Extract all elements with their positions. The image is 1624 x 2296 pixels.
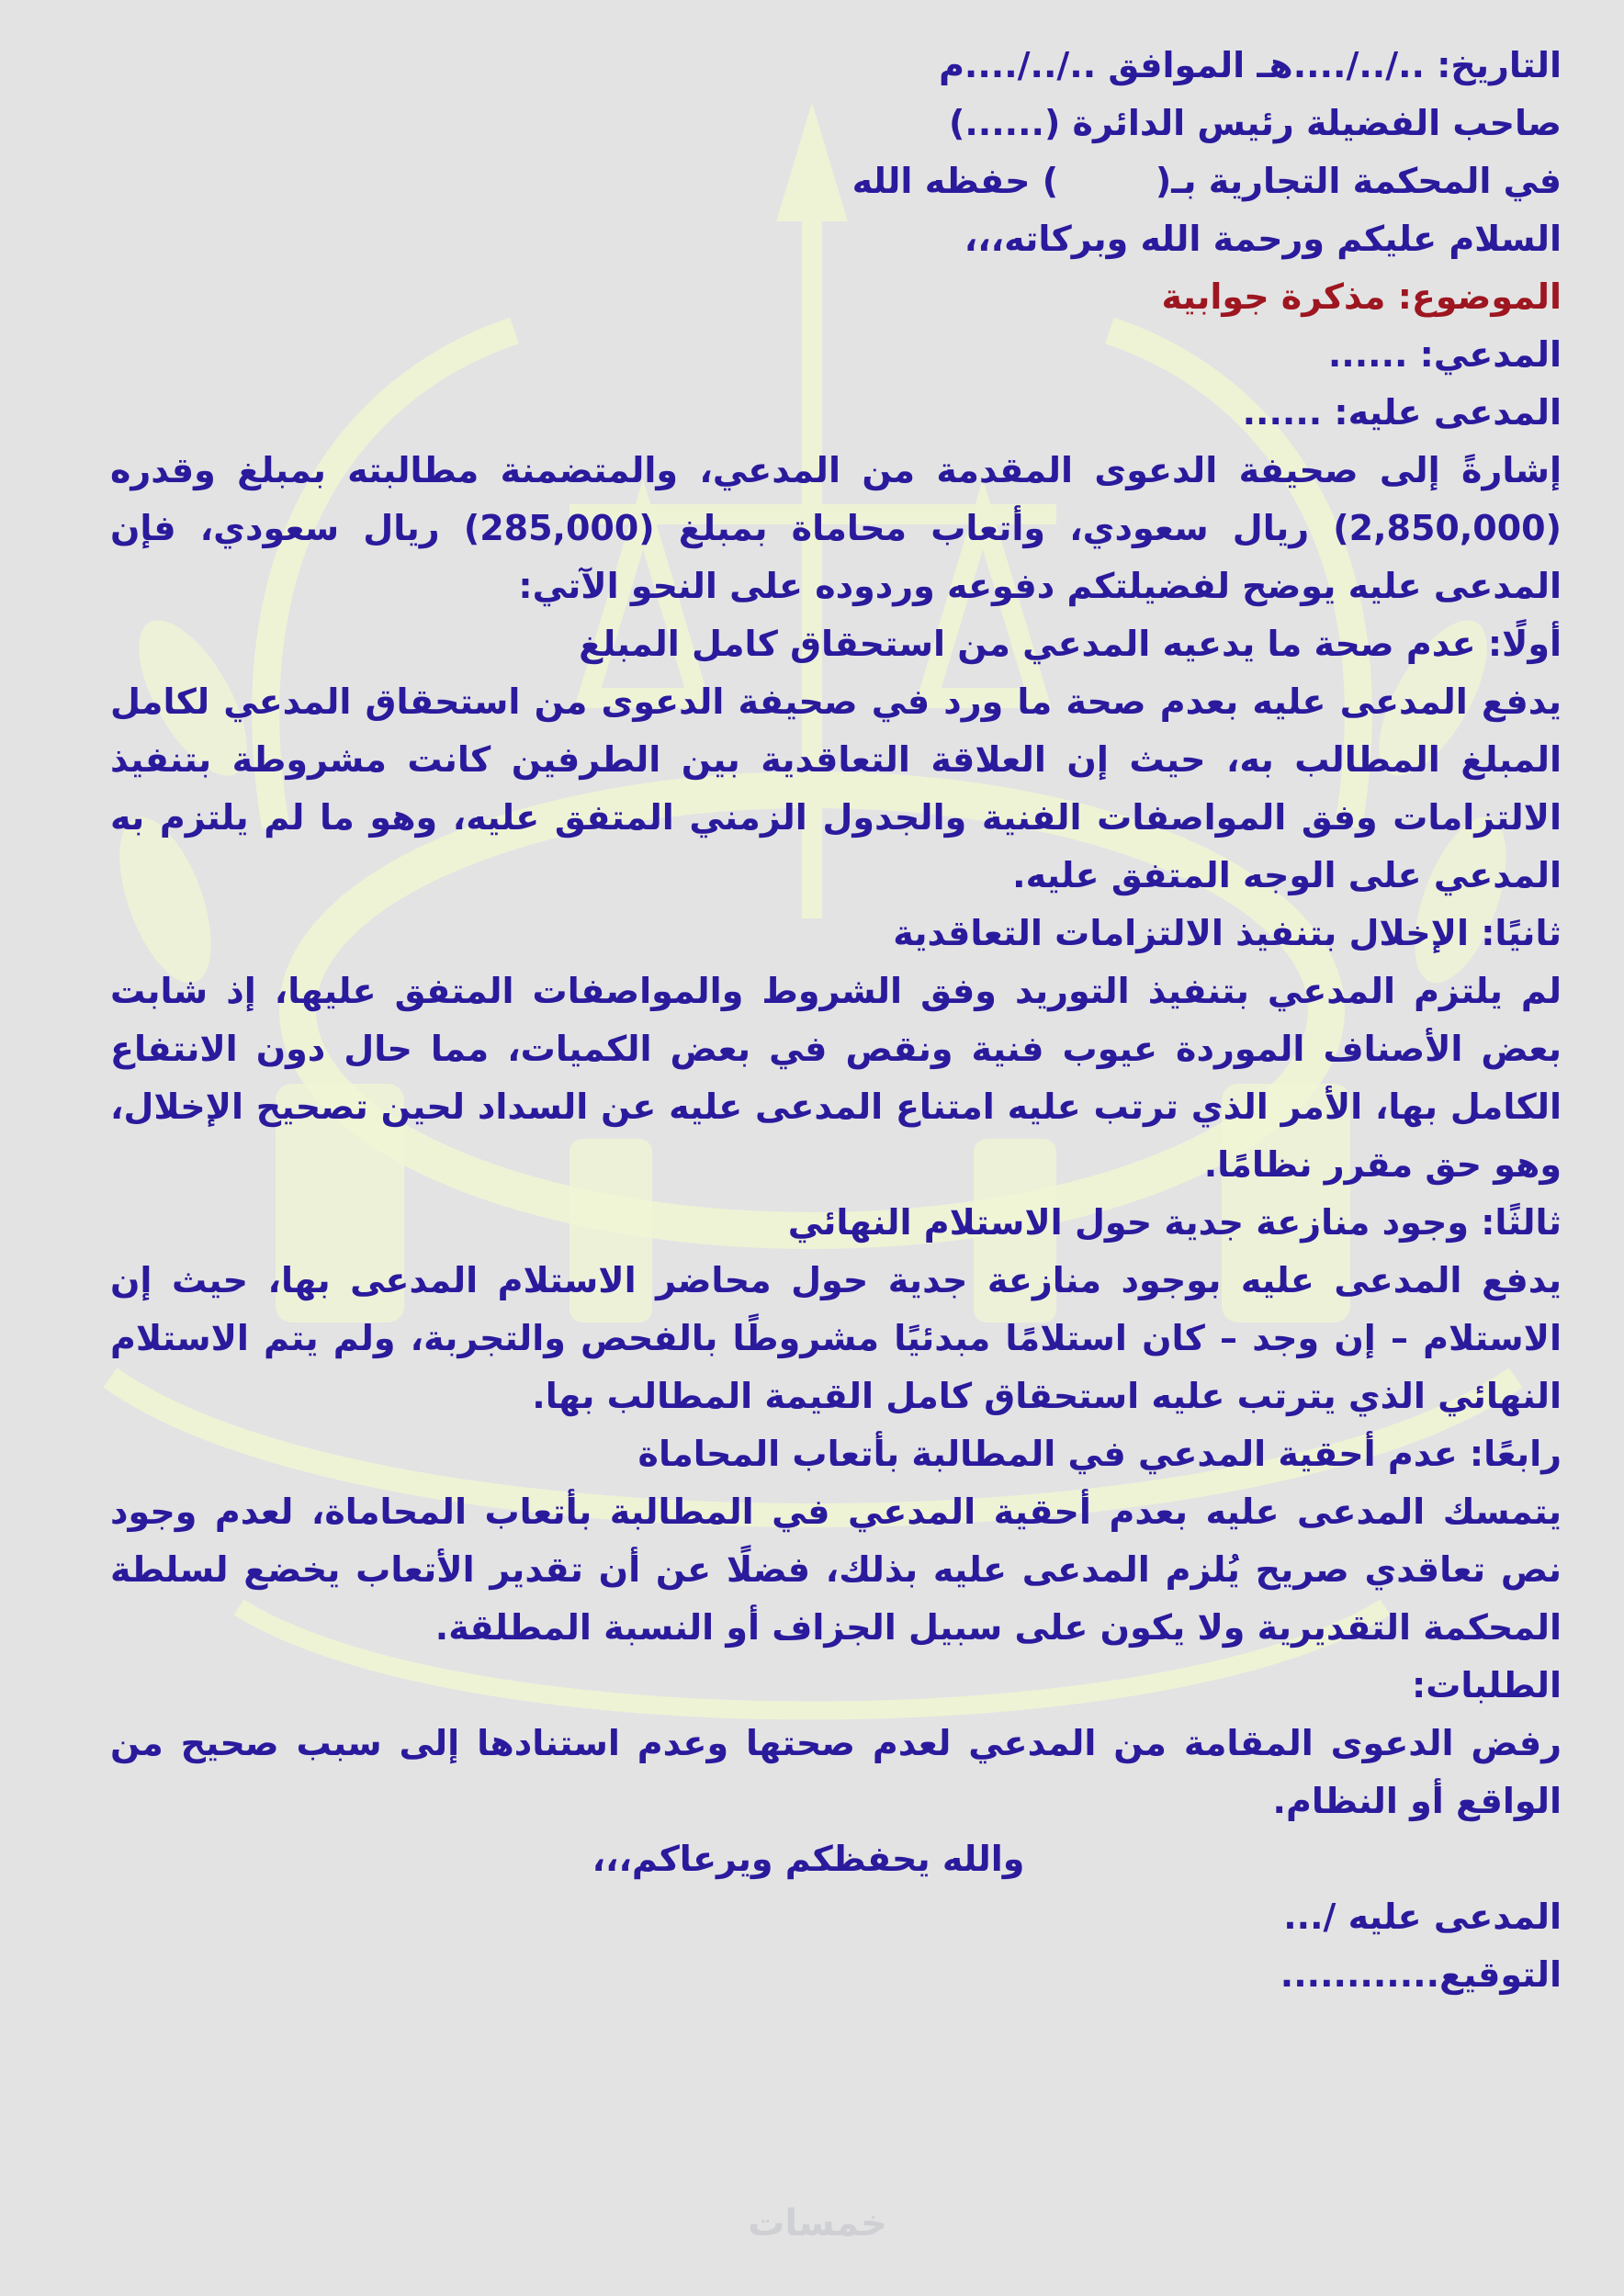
requests-heading: الطلبات: — [1412, 1665, 1562, 1705]
addressee-court: في المحكمة التجارية بـ( ) حفظه الله — [851, 161, 1562, 201]
section-heading: أولًا: عدم صحة ما يدعيه المدعي من استحقاق كامل المبلغ — [579, 624, 1562, 664]
section-body: لم يلتزم المدعي بتنفيذ التوريد وفق الشروط والمواصفات المتفق عليها، إذ شابت بعض الأصناف الموردة عيوب فنية ونقص في بعض الكميات، مما حال دون الانتفاع الكامل بها، الأمر الذي ترتب عليه امتناع المدعى عليه عن السداد لحين تصحيح الإخلال، وهو حق مقرر نظامًا. — [110, 971, 1562, 1185]
date-line: التاريخ: ../../....هـ الموافق ../../....م — [939, 45, 1562, 85]
brand-watermark-text: خمسات — [748, 2202, 887, 2245]
section-body: يدفع المدعى عليه بوجود منازعة جدية حول محاضر الاستلام المدعى بها، حيث إن الاستلام – إن وجد – كان استلامًا مبدئيًا مشروطًا بالفحص والتجربة، ولم يتم الاستلام النهائي الذي يترتب عليه استحقاق كامل القيمة المطالب بها. — [110, 1260, 1562, 1416]
section-heading: ثالثًا: وجود منازعة جدية حول الاستلام النهائي — [787, 1202, 1562, 1243]
subject-value: مذكرة جوابية — [1161, 276, 1386, 317]
signature-block — [110, 1888, 1562, 2004]
defendant-line: المدعى عليه: ...... — [1242, 392, 1562, 433]
subject-label: الموضوع: — [1397, 276, 1562, 317]
section-heading: رابعًا: عدم أحقية المدعي في المطالبة بأتعاب المحاماة — [637, 1434, 1562, 1474]
signature-line: التوقيع............ — [1280, 1954, 1562, 1995]
section-body: يدفع المدعى عليه بعدم صحة ما ورد في صحيفة الدعوى من استحقاق المدعي لكامل المبلغ المطالب به، حيث إن العلاقة التعاقدية بين الطرفين كانت مشروطة بتنفيذ الالتزامات وفق المواصفات الفنية والجدول الزمني المتفق عليه، وهو ما لم يلتزم به المدعي على الوجه المتفق عليه. — [110, 681, 1562, 895]
addressee-title: صاحب الفضيلة رئيس الدائرة (......) — [948, 103, 1562, 143]
requests-body: رفض الدعوى المقامة من المدعي لعدم صحتها وعدم استنادها إلى سبب صحيح من الواقع أو النظام. — [110, 1723, 1562, 1821]
greeting: السلام عليكم ورحمة الله وبركاته،،، — [964, 219, 1562, 259]
intro-paragraph: إشارةً إلى صحيفة الدعوى المقدمة من المدعي، والمتضمنة مطالبته بمبلغ وقدره (2,850,000) ريال سعودي، وأتعاب محاماة بمبلغ (285,000) ريال سعودي، فإن المدعى عليه يوضح لفضيلتكم دفوعه وردوده على النحو الآتي: — [110, 450, 1562, 606]
closing-line: والله يحفظكم ويرعاكم،،، — [592, 1839, 1025, 1879]
subject-line — [110, 268, 1562, 326]
legal-memo — [110, 37, 1562, 2278]
plaintiff-line: المدعي: ...... — [1327, 334, 1562, 375]
section-body: يتمسك المدعى عليه بعدم أحقية المدعي في المطالبة بأتعاب المحاماة، لعدم وجود نص تعاقدي صريح يُلزم المدعى عليه بذلك، فضلًا عن أن تقدير الأتعاب يخضع لسلطة المحكمة التقديرية ولا يكون على سبيل الجزاف أو النسبة المطلقة. — [110, 1491, 1562, 1648]
signature-name: المدعى عليه /... — [1283, 1896, 1562, 1937]
section-heading: ثانيًا: الإخلال بتنفيذ الالتزامات التعاقدية — [893, 913, 1562, 953]
